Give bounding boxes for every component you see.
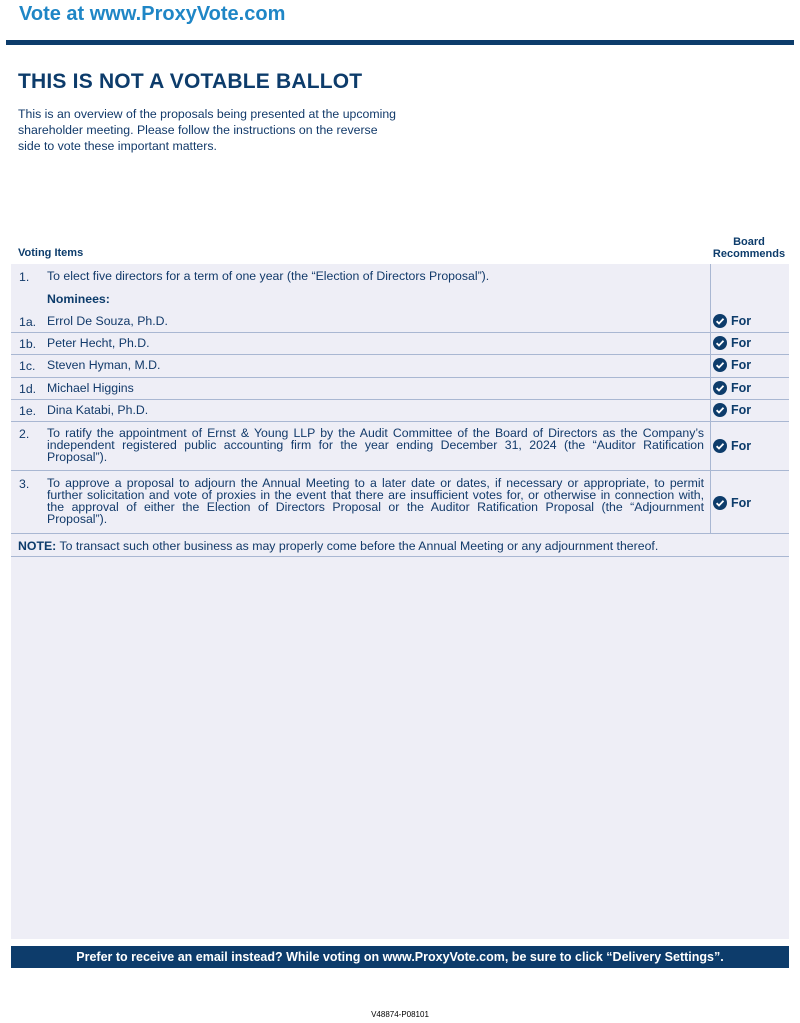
item-text: Errol De Souza, Ph.D. xyxy=(47,314,168,328)
check-circle-icon xyxy=(713,358,727,372)
item-number: 1d. xyxy=(19,382,37,396)
note xyxy=(18,539,658,553)
item-text: To ratify the appointment of Ernst & Young LLP by the Audit Committee of the Board of Directors as the Company’s independent registered public accounting firm for the year ending December 31, 2024 (the “Auditor Ratification Proposal”). xyxy=(47,426,704,464)
table-row xyxy=(11,333,789,355)
item-number: 1b. xyxy=(19,337,37,351)
recommendation xyxy=(713,496,751,510)
table-row xyxy=(11,378,789,400)
note-text: To transact such other business as may properly come before the Annual Meeting or any adjournment thereof. xyxy=(56,539,659,553)
item-text: To elect five directors for a term of one year (the “Election of Directors Proposal”). xyxy=(47,269,490,283)
recommendation-label: For xyxy=(731,336,752,350)
recommendation xyxy=(713,314,751,328)
table-row xyxy=(11,471,789,534)
header-rule xyxy=(6,40,794,45)
header-title: Vote at www.ProxyVote.com xyxy=(19,3,286,25)
item-text: Steven Hyman, M.D. xyxy=(47,358,161,372)
nominees-label: Nominees: xyxy=(47,292,110,306)
check-circle-icon xyxy=(713,381,727,395)
item-number: 1a. xyxy=(19,315,37,329)
item-number: 1c. xyxy=(19,359,36,373)
note-label: NOTE: xyxy=(18,539,57,553)
recommendation xyxy=(713,358,751,372)
ballot-title: THIS IS NOT A VOTABLE BALLOT xyxy=(18,70,363,93)
table-row xyxy=(11,355,789,378)
item-text: Peter Hecht, Ph.D. xyxy=(47,336,150,350)
recommendation-label: For xyxy=(731,403,752,417)
recommendation xyxy=(713,336,751,350)
item-number: 1e. xyxy=(19,404,37,418)
check-circle-icon xyxy=(713,439,727,453)
item-text: Michael Higgins xyxy=(47,381,134,395)
recommendation xyxy=(713,403,751,417)
voting-items-header: Voting Items xyxy=(18,247,84,259)
table-row xyxy=(11,422,789,471)
recommendation xyxy=(713,381,751,395)
item-number: 1. xyxy=(19,270,30,284)
check-circle-icon xyxy=(713,336,727,350)
item-text: Dina Katabi, Ph.D. xyxy=(47,403,149,417)
board-recommends-header: Board Recommends xyxy=(712,236,786,260)
note-rule xyxy=(11,556,789,557)
check-circle-icon xyxy=(713,496,727,510)
document-code: V48874-P08101 xyxy=(371,1010,429,1019)
table-row xyxy=(11,400,789,422)
recommendation xyxy=(713,439,751,453)
table-row xyxy=(11,310,789,333)
recommendation-label: For xyxy=(731,358,752,372)
recommendation-label: For xyxy=(731,496,752,510)
item-number: 2. xyxy=(19,427,30,441)
intro-text: This is an overview of the proposals being presented at the upcoming shareholder meeting. Please follow the instructions on the reverse side to vote these important matters. xyxy=(18,107,397,153)
check-circle-icon xyxy=(713,403,727,417)
recommendation-label: For xyxy=(731,381,752,395)
check-circle-icon xyxy=(713,314,727,328)
item-number: 3. xyxy=(19,477,30,491)
email-prompt-bar: Prefer to receive an email instead? While voting on www.ProxyVote.com, be sure to click “Delivery Settings”. xyxy=(11,946,789,968)
item-text: To approve a proposal to adjourn the Annual Meeting to a later date or dates, if necessary or appropriate, to permit further solicitation and vote of proxies in the event that there are insufficient votes for, or otherwise in connection with, the approval of either the Election of Directors Proposal or the Auditor Ratification Proposal (the “Adjournment Proposal”). xyxy=(47,476,704,526)
recommendation-label: For xyxy=(731,314,752,328)
recommendation-label: For xyxy=(731,439,752,453)
